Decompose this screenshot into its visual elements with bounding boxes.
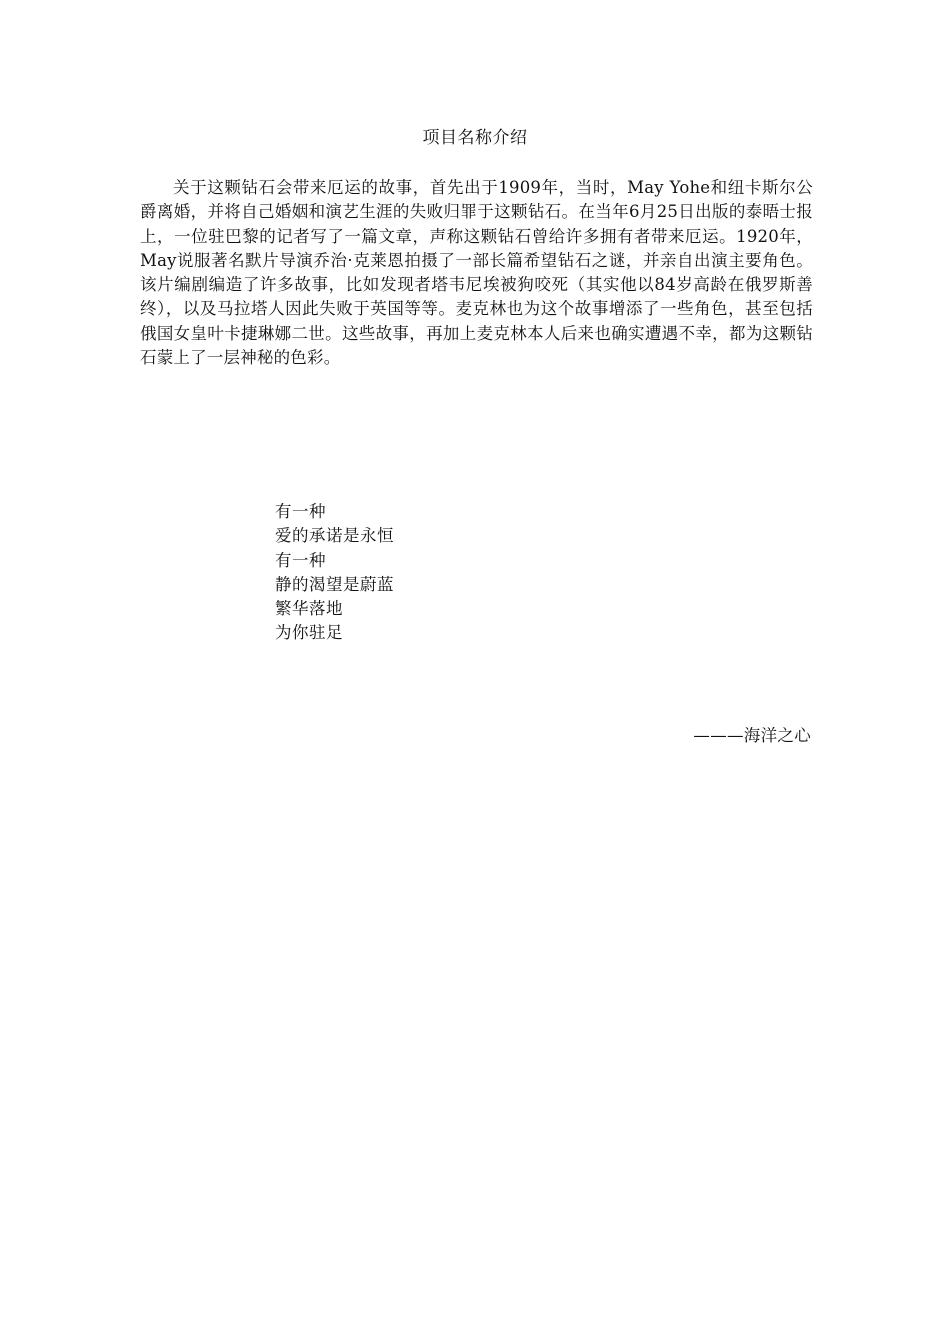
poem-line: 爱的承诺是永恒 (275, 526, 394, 546)
poem (275, 500, 675, 646)
body-paragraph: 关于这颗钻石会带来厄运的故事，首先出于1909年，当时，May Yohe和纽卡斯尔公爵离婚，并将自己婚姻和演艺生涯的失败归罪于这颗钻石。在当年6月25日出版的泰晤士报上，一位驻巴黎的记者写了一篇文章，声称这颗钻石曾给许多拥有者带来厄运。1920年，May说服著名默片导演乔治·克莱恩拍摄了一部长篇希望钻石之谜，并亲自出演主要角色。该片编剧编造了许多故事，比如发现者塔韦尼埃被狗咬死（其实他以84岁高龄在俄罗斯善终），以及马拉塔人因此失败于英国等等。麦克林也为这个故事增添了一些角色，甚至包括俄国女皇叶卡捷琳娜二世。这些故事，再加上麦克林本人后来也确实遭遇不幸，都为这颗钻石蒙上了一层神秘的色彩。 (140, 178, 813, 368)
poem-line: 有一种 (275, 550, 326, 570)
poem-line: 静的渴望是蔚蓝 (275, 574, 394, 594)
poem-line: 有一种 (275, 502, 326, 521)
poem-line: 为你驻足 (275, 623, 343, 643)
document-title: 项目名称介绍 (422, 128, 528, 148)
signature: ———海洋之心 (693, 726, 811, 745)
poem-line: 繁华落地 (275, 599, 343, 619)
